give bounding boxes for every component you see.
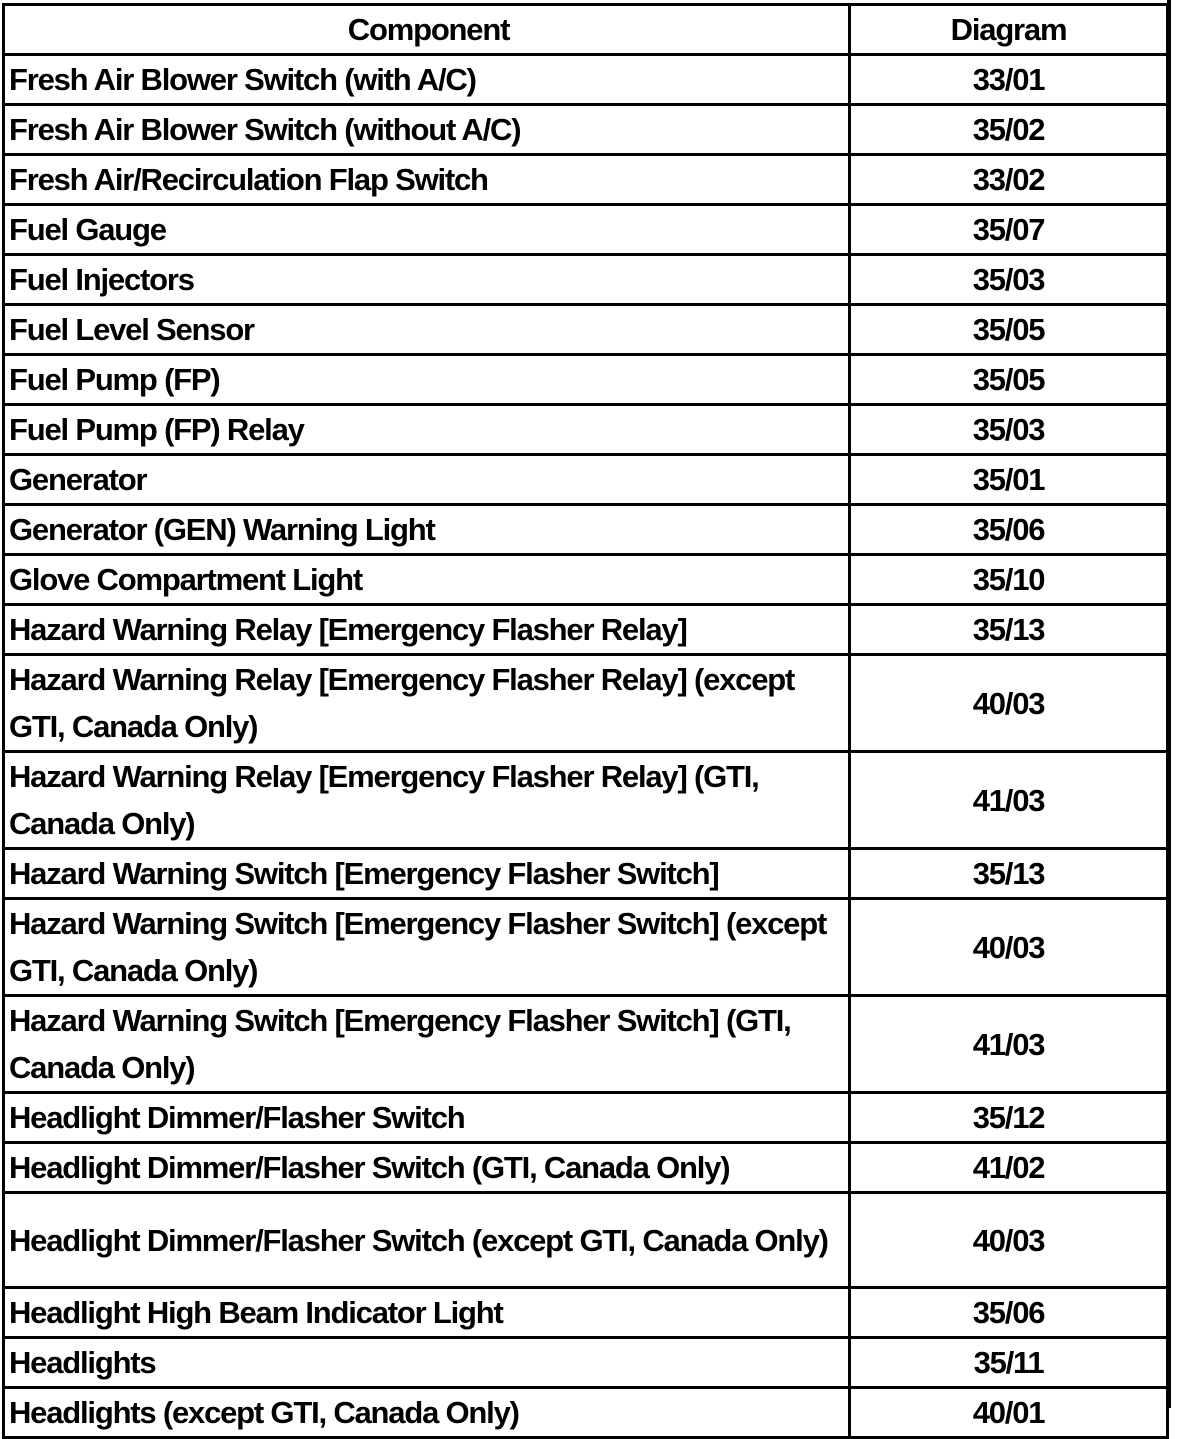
table-row xyxy=(4,1388,1168,1438)
component-cell: Headlight Dimmer/Flasher Switch xyxy=(4,1093,850,1143)
table-row xyxy=(4,505,1168,555)
table-row xyxy=(4,752,1168,849)
component-diagram-table xyxy=(2,3,1169,1439)
component-cell: Fresh Air Blower Switch (with A/C) xyxy=(4,55,850,105)
table-row xyxy=(4,405,1168,455)
table-row xyxy=(4,996,1168,1093)
table-row xyxy=(4,105,1168,155)
diagram-cell: 35/01 xyxy=(850,455,1168,505)
table-row xyxy=(4,605,1168,655)
table-row xyxy=(4,1338,1168,1388)
diagram-cell: 40/03 xyxy=(850,899,1168,996)
diagram-cell: 35/10 xyxy=(850,555,1168,605)
table-row xyxy=(4,555,1168,605)
component-cell: Fuel Pump (FP) Relay xyxy=(4,405,850,455)
diagram-cell: 35/02 xyxy=(850,105,1168,155)
diagram-cell: 41/03 xyxy=(850,752,1168,849)
component-cell: Headlights (except GTI, Canada Only) xyxy=(4,1388,850,1438)
table-row xyxy=(4,1143,1168,1193)
component-cell: Fuel Pump (FP) xyxy=(4,355,850,405)
table-row xyxy=(4,655,1168,752)
component-cell: Hazard Warning Relay [Emergency Flasher Relay] (except GTI, Canada Only) xyxy=(4,655,850,752)
table-row xyxy=(4,255,1168,305)
diagram-cell: 35/03 xyxy=(850,255,1168,305)
table-row xyxy=(4,55,1168,105)
component-cell: Hazard Warning Switch [Emergency Flasher Switch] (except GTI, Canada Only) xyxy=(4,899,850,996)
component-cell: Glove Compartment Light xyxy=(4,555,850,605)
diagram-cell: 35/05 xyxy=(850,305,1168,355)
diagram-cell: 35/11 xyxy=(850,1338,1168,1388)
table-row xyxy=(4,1288,1168,1338)
component-cell: Fuel Gauge xyxy=(4,205,850,255)
table-row xyxy=(4,355,1168,405)
diagram-cell: 35/07 xyxy=(850,205,1168,255)
diagram-cell: 35/06 xyxy=(850,505,1168,555)
table-row xyxy=(4,205,1168,255)
component-cell: Headlight High Beam Indicator Light xyxy=(4,1288,850,1338)
diagram-cell: 33/02 xyxy=(850,155,1168,205)
component-cell: Fuel Level Sensor xyxy=(4,305,850,355)
component-cell: Generator (GEN) Warning Light xyxy=(4,505,850,555)
diagram-cell: 35/03 xyxy=(850,405,1168,455)
table-row xyxy=(4,305,1168,355)
diagram-cell: 35/12 xyxy=(850,1093,1168,1143)
component-cell: Fuel Injectors xyxy=(4,255,850,305)
diagram-cell: 35/06 xyxy=(850,1288,1168,1338)
diagram-column-header: Diagram xyxy=(850,5,1168,55)
diagram-cell: 41/03 xyxy=(850,996,1168,1093)
table-row xyxy=(4,1193,1168,1288)
diagram-cell: 40/01 xyxy=(850,1388,1168,1438)
table-header-row xyxy=(4,5,1168,55)
component-cell: Fresh Air Blower Switch (without A/C) xyxy=(4,105,850,155)
component-cell: Hazard Warning Switch [Emergency Flasher Switch] xyxy=(4,849,850,899)
component-cell: Fresh Air/Recirculation Flap Switch xyxy=(4,155,850,205)
diagram-cell: 35/05 xyxy=(850,355,1168,405)
component-column-header: Component xyxy=(4,5,850,55)
component-cell: Headlight Dimmer/Flasher Switch (GTI, Canada Only) xyxy=(4,1143,850,1193)
diagram-cell: 40/03 xyxy=(850,655,1168,752)
component-cell: Hazard Warning Switch [Emergency Flasher Switch] (GTI, Canada Only) xyxy=(4,996,850,1093)
diagram-cell: 41/02 xyxy=(850,1143,1168,1193)
component-cell: Generator xyxy=(4,455,850,505)
table-row xyxy=(4,455,1168,505)
component-cell: Headlights xyxy=(4,1338,850,1388)
table-row xyxy=(4,849,1168,899)
component-cell: Hazard Warning Relay [Emergency Flasher Relay] xyxy=(4,605,850,655)
diagram-cell: 35/13 xyxy=(850,849,1168,899)
component-cell: Headlight Dimmer/Flasher Switch (except GTI, Canada Only) xyxy=(4,1193,850,1288)
table-row xyxy=(4,1093,1168,1143)
table-row xyxy=(4,899,1168,996)
table-row xyxy=(4,155,1168,205)
component-cell: Hazard Warning Relay [Emergency Flasher Relay] (GTI, Canada Only) xyxy=(4,752,850,849)
diagram-cell: 33/01 xyxy=(850,55,1168,105)
diagram-cell: 35/13 xyxy=(850,605,1168,655)
diagram-cell: 40/03 xyxy=(850,1193,1168,1288)
